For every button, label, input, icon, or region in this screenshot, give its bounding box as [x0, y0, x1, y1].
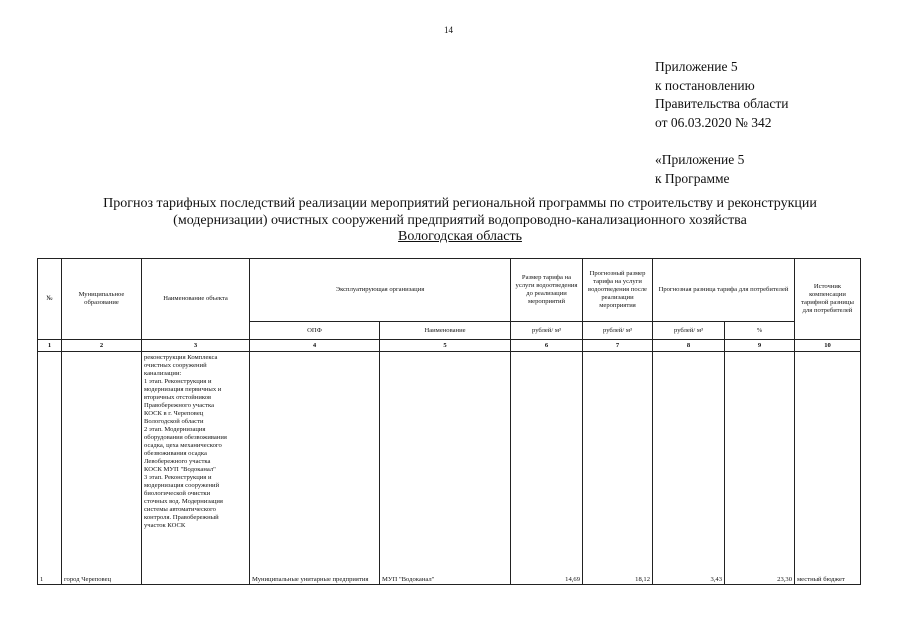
- header-opf: ОПФ: [250, 322, 380, 340]
- header-forecast-diff: Прогнозная разница тарифа для потребителей: [653, 259, 795, 322]
- col-number: 8: [653, 340, 725, 352]
- col-number: 2: [62, 340, 142, 352]
- object-line: 3 этап. Реконструкция и: [144, 474, 212, 481]
- appendix-line: от 06.03.2020 № 342: [655, 114, 772, 130]
- cell-num: 1: [38, 352, 62, 585]
- cell-source: местный бюджет: [795, 352, 861, 585]
- cell-opf: Муниципальные унитарные предприятия: [250, 352, 380, 585]
- cell-diff-pct: 23,30: [725, 352, 795, 585]
- col-number: 7: [583, 340, 653, 352]
- title-line: Прогноз тарифных последствий реализации мероприятий региональной программы по строительству и реконструкции: [103, 196, 817, 211]
- object-line: осадка, цеха механического: [144, 442, 222, 449]
- object-line: 2 этап. Модернизация: [144, 426, 206, 433]
- cell-object-name: [142, 352, 250, 585]
- col-number: 9: [725, 340, 795, 352]
- header-unit: рублей/ м³: [511, 322, 583, 340]
- object-line: модернизация первичных и: [144, 386, 222, 393]
- table-row: [38, 352, 861, 585]
- object-line: сточных вод. Модернизация: [144, 498, 223, 505]
- col-number: 5: [380, 340, 511, 352]
- cell-municipality: город Череповец: [62, 352, 142, 585]
- object-line: реконструкция Комплекса: [144, 354, 218, 361]
- appendix-line: «Приложение 5: [655, 152, 745, 167]
- object-line: оборудования обезвоживания: [144, 434, 227, 441]
- object-line: 1 этап. Реконструкция и: [144, 378, 212, 385]
- tariff-table: [37, 258, 861, 585]
- cell-diff-rub: 3,43: [653, 352, 725, 585]
- header-object-name: Наименование объекта: [142, 259, 250, 340]
- object-line: обезвоживания осадка: [144, 450, 207, 457]
- document-title: [40, 196, 880, 246]
- object-line: очистных сооружений: [144, 362, 207, 369]
- appendix-block: [655, 58, 788, 188]
- col-number: 3: [142, 340, 250, 352]
- cell-forecast: 18,12: [583, 352, 653, 585]
- object-line: Вологодской области: [144, 418, 204, 425]
- object-line: Левобережного участка: [144, 458, 211, 465]
- object-line: модернизация сооружений: [144, 482, 220, 489]
- cell-name: МУП "Водоканал": [380, 352, 511, 585]
- object-line: системы автоматического: [144, 506, 216, 513]
- col-number: 4: [250, 340, 380, 352]
- appendix-line: к Программе: [655, 170, 730, 186]
- object-line: вторичных отстойников: [144, 394, 212, 401]
- header-tariff-size: Размер тарифа на услуги водоотведения до реализации мероприятий: [511, 259, 583, 322]
- object-line: Правобережного участка: [144, 402, 215, 409]
- appendix-line: к постановлению: [655, 77, 755, 93]
- object-line: КОСК в г. Череповец: [144, 410, 204, 417]
- header-unit: рублей/ м³: [583, 322, 653, 340]
- col-number: 10: [795, 340, 861, 352]
- page-number: 14: [444, 25, 453, 35]
- header-municipality: Муниципальное образование: [62, 259, 142, 340]
- title-region: Вологодская область: [398, 229, 522, 244]
- title-line: (модернизации) очистных сооружений предприятий водопроводно-канализационного хозяйства: [173, 212, 747, 228]
- object-line: контроля. Правобережный: [144, 514, 219, 521]
- object-line: участок КОСК: [144, 522, 186, 529]
- col-number: 6: [511, 340, 583, 352]
- header-name: Наименование: [380, 322, 511, 340]
- appendix-line: Приложение 5: [655, 59, 738, 74]
- header-num: №: [38, 259, 62, 340]
- appendix-line: Правительства области: [655, 96, 789, 111]
- header-unit: рублей/ м³: [653, 322, 725, 340]
- object-line: КОСК МУП "Водоканал": [144, 466, 216, 473]
- col-number: 1: [38, 340, 62, 352]
- object-line: канализации:: [144, 370, 182, 377]
- header-unit: %: [725, 322, 795, 340]
- header-operator: Эксплуатирующая организация: [250, 259, 511, 322]
- header-source: Источник компенсации тарифной разницы для потребителей: [795, 259, 861, 340]
- object-line: биологической очистки: [144, 490, 211, 497]
- header-forecast-tariff: Прогнозный размер тарифа на услуги водоотведения после реализации мероприятия: [583, 259, 653, 322]
- cell-tariff: 14,69: [511, 352, 583, 585]
